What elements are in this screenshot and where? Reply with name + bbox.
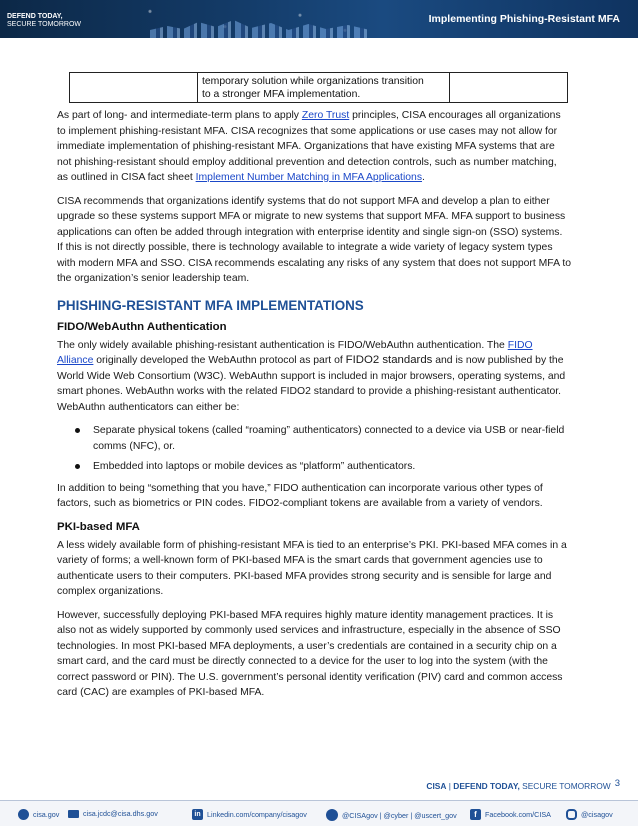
text-line (57, 108, 593, 124)
text-line: immediate implementation of phishing-resistant MFA. Organizations that have existing MFA systems that are (57, 141, 555, 152)
globe-icon (18, 809, 29, 820)
text-line: applications can often be added through integration with enterprise identity and single sign-on (SSO) systems. (57, 226, 563, 238)
list-item (57, 423, 593, 454)
text-line: correct password or PIN). The U.S. government’s personal identity verification (PIV) card and common access (57, 671, 563, 683)
text-line: card (CAC) are examples of PKI-based MFA. (57, 687, 265, 698)
footer-facebook-link[interactable] (470, 809, 551, 820)
text-line: the organization’s senior leadership team. (57, 273, 250, 284)
logo-line-2: SECURE TOMORROW (7, 21, 82, 28)
text-fragment: originally developed the WebAuthn protocol as part of (93, 355, 346, 366)
text-fragment: and is now published by the (432, 355, 564, 366)
paragraph-pki-1 (57, 538, 593, 600)
fido-alliance-link-cont[interactable]: Alliance (57, 355, 94, 366)
table-cell-empty-3 (450, 73, 568, 103)
text-line: In addition to being “something that you have,” FIDO authentication can incorporate various other types of (57, 482, 543, 494)
banner-logo-text (7, 13, 81, 29)
text-line: smart card, and the card must be directly connected to a device for the user to log into the system (with the (57, 656, 548, 667)
footer-email-text: cisa.jcdc@cisa.dhs.gov (83, 809, 158, 818)
bullet-icon (75, 464, 80, 469)
logo-line-1: DEFEND TODAY, (7, 13, 63, 20)
text-line: upgrade so these systems support MFA or migrate to new systems that support MFA. MFA support to business (57, 211, 566, 222)
paragraph-identify-systems (57, 194, 593, 287)
text-line: complex organizations. (57, 586, 164, 597)
footer-email-link[interactable] (68, 809, 158, 818)
text-line (57, 353, 593, 369)
text-line: World Wide Web Consortium (W3C). WebAuthn support is included in major browsers, operating systems, and (57, 370, 566, 382)
list-item (57, 459, 593, 475)
paragraph-fido (57, 338, 593, 416)
facebook-icon: f (470, 809, 481, 820)
footer-facebook-text: Facebook.com/CISA (485, 810, 551, 819)
footer-instagram-link[interactable] (566, 809, 613, 820)
text-line (57, 338, 593, 354)
paragraph-mfa-plans (57, 108, 593, 186)
footer-tag-bold: DEFEND TODAY, (453, 781, 520, 791)
paragraph-pki-2 (57, 608, 593, 701)
footer-linkedin-link[interactable] (192, 809, 307, 820)
text-line: technologies. In most PKI-based MFA deployments, a user’s credentials are contained in a security chip on a (57, 640, 557, 652)
text-fragment: . (422, 172, 425, 183)
text-line: A less widely available form of phishing-resistant MFA is tied to an enterprise’s PKI. PKI-based MFA comes in a (57, 539, 567, 551)
text-line: Separate physical tokens (called “roaming” authenticators) connected to a device via USB or near-field (93, 425, 565, 436)
section-heading: PHISHING-RESISTANT MFA IMPLEMENTATIONS (57, 297, 364, 313)
text-line: If this is not directly possible, there is technology available to integrate a wide variety of legacy system types (57, 242, 553, 253)
table-fragment (69, 72, 568, 103)
footer-linkedin-text: Linkedin.com/company/cisagov (207, 810, 307, 819)
text-line: to implement phishing-resistant MFA. CISA recognizes that some applications or use cases may not allow for (57, 125, 558, 137)
bullet-icon (75, 428, 80, 433)
table-cell-line: temporary solution while organizations transition (202, 76, 424, 87)
number-matching-link[interactable]: Implement Number Matching in MFA Applications (195, 172, 423, 183)
footer-instagram-text: @cisagov (581, 810, 613, 819)
text-line: However, successfully deploying PKI-based MFA requires highly mature identity management practices. It is (57, 609, 554, 621)
text-fragment: as outlined in CISA fact sheet (57, 172, 196, 183)
text-line: comms (NFC), or. (93, 440, 175, 452)
page-number: 3 (614, 778, 620, 789)
fido-heading: FIDO/WebAuthn Authentication (57, 320, 227, 333)
footer-contact-bar (0, 800, 638, 826)
footer-tag-rest: SECURE TOMORROW (519, 781, 611, 791)
footer-site-text: cisa.gov (33, 810, 60, 819)
table-cell-text (198, 73, 450, 103)
table-row (70, 73, 568, 103)
text-line: CISA recommends that organizations identify systems that do not support MFA and develop a plan to either (57, 195, 550, 207)
fido2-standards-text: FIDO2 standards (345, 354, 433, 366)
pki-heading: PKI-based MFA (57, 520, 140, 533)
fido-alliance-link[interactable]: FIDO (507, 339, 533, 351)
page-content (57, 108, 593, 709)
header-banner (0, 0, 638, 38)
paragraph-fido-factors (57, 481, 593, 512)
text-line (57, 170, 593, 186)
text-line: also not as widely supported by commonly used services and infrastructure, especially in the absence of SSO (57, 625, 561, 636)
text-fragment: As part of long- and intermediate-term plans to apply (57, 110, 302, 121)
table-cell-line: to a stronger MFA implementation. (202, 89, 361, 100)
footer-tagline (426, 778, 620, 792)
twitter-icon (326, 809, 338, 821)
text-line: factors, such as biometrics or PIN codes. FIDO2-compliant tokens are available from a variety of vendors. (57, 498, 543, 509)
text-line: Embedded into laptops or mobile devices as “platform” authenticators. (93, 461, 416, 472)
footer-site-link[interactable] (18, 809, 59, 820)
text-line: not phishing-resistant should employ additional prevention and detection controls, such as number matching, (57, 156, 557, 168)
text-line: smart phones. WebAuthn works with the related FIDO2 standard to provide a phishing-resistant authenticator. (57, 386, 562, 397)
table-cell-empty-1 (70, 73, 198, 103)
instagram-icon (566, 809, 577, 820)
footer-sep: | (446, 781, 454, 791)
text-fragment: principles, CISA encourages all organizations (349, 110, 561, 121)
text-line: variety of forms; a well-known form of PKI-based MFA is the smart cards that government agencies use to (57, 555, 543, 566)
authenticator-list (57, 423, 593, 475)
footer-org: CISA (426, 781, 447, 791)
text-line: WebAuthn authenticators can either be: (57, 401, 240, 413)
footer-twitter-link[interactable] (326, 809, 457, 821)
linkedin-icon: in (192, 809, 203, 820)
zero-trust-link[interactable]: Zero Trust (301, 110, 350, 121)
text-line: with modern MFA and SSO. CISA recommends escalating any risks of any system that does not support MFA to (57, 257, 571, 269)
footer-twitter-text: @CISAgov | @cyber | @uscert_gov (342, 810, 457, 820)
text-fragment: The only widely available phishing-resistant authentication is FIDO/WebAuthn authentication. The (57, 339, 508, 351)
text-line: authenticate users to their computers. PKI-based MFA provides strong security and is sensible for large and (57, 570, 552, 582)
document-title: Implementing Phishing-Resistant MFA (428, 13, 620, 25)
mail-icon (68, 810, 79, 818)
